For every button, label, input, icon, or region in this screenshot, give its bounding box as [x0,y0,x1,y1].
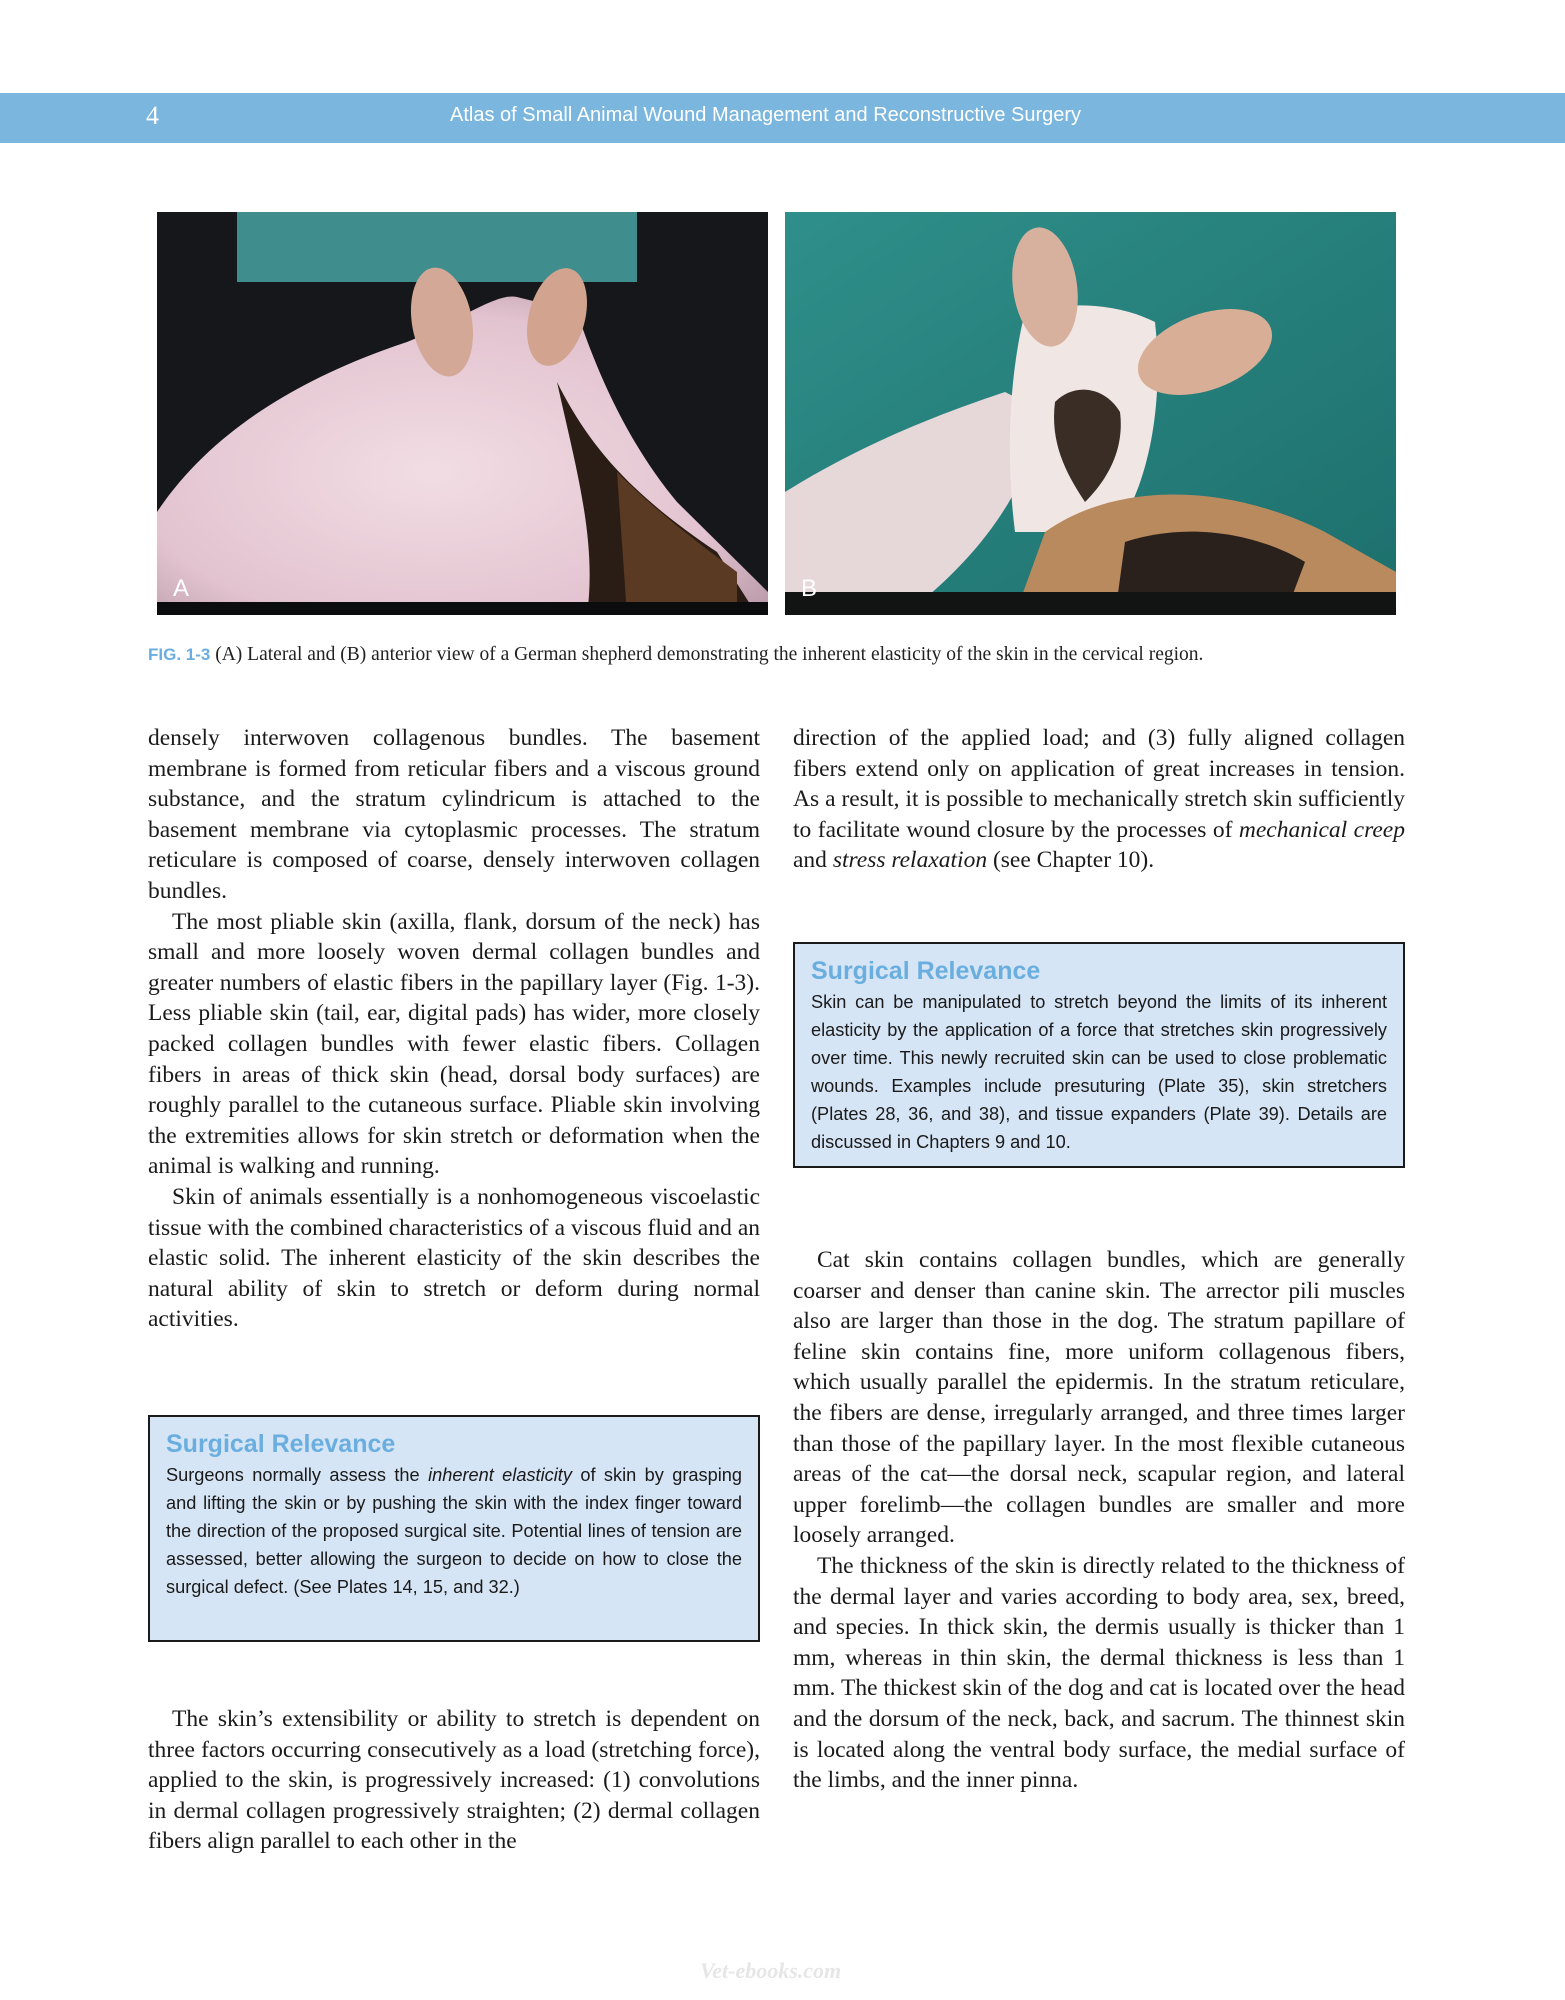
box-left-text-part1: Surgeons normally assess the [166,1465,429,1485]
figure-caption-text: (A) Lateral and (B) anterior view of a German shepherd demonstrating the inherent elasticity of the skin in the cervical region. [210,644,1204,665]
photo-a-label: A [173,575,190,602]
left-column-top [148,723,760,1335]
right-p1-part3: (see Chapter 10). [987,847,1155,874]
photo-b-label: B [801,575,818,602]
right-column-top [793,723,1405,876]
surgical-relevance-box-right [793,942,1405,1168]
figure-caption [148,642,1418,668]
right-p1-italic-2: stress relaxation [832,847,988,874]
surgical-relevance-title-right: Surgical Relevance [811,957,1041,985]
right-paragraph-1 [793,723,1405,876]
left-paragraph-3: Skin of animals essentially is a nonhomogeneous viscoelastic tissue with the combined characteristics of a viscous fluid and an elastic solid. The inherent elasticity of the skin describes the natural ability of skin to stretch or deform during normal activities. [148,1183,760,1333]
running-title: Atlas of Small Animal Wound Management and Reconstructive Surgery [450,104,1082,126]
left-paragraph-2: The most pliable skin (axilla, flank, dorsum of the neck) has small and more loosely woven dermal collagen bundles and greater numbers of elastic fibers in the papillary layer (Fig. 1-3). Less pliable skin (tail, ear, digital pads) has wider, more closely packed collagen bundles with fewer elastic fibers. Collagen fibers in areas of thick skin (head, dorsal body surfaces) are roughly parallel to the cutaneous surface. Pliable skin involving the extremities allows for skin stretch or deformation when the animal is walking and running. [148,908,760,1180]
right-p1-part1: direction of the applied load; and (3) fully aligned collagen fibers extend only on application of great increases in tension. As a result, it is possible to mechanically stretch skin sufficiently to facilitate wound closure by the processes of [793,725,1405,843]
watermark: Vet-ebooks.com [700,1958,842,1983]
right-column-bottom [793,1245,1405,1796]
photo-a-illustration [157,212,768,615]
figure-photo-b [785,212,1396,615]
figure-caption-label: FIG. 1-3 [148,645,211,664]
right-paragraph-2: Cat skin contains collagen bundles, which are generally coarser and denser than canine skin. The arrector pili muscles also are larger than those in the dog. The stratum papillare of feline skin contains fine, more uniform collagenous fibers, which usually parallel the epidermis. In the stratum reticulare, the fibers are dense, irregularly arranged, and three times larger than those of the papillary layer. In the most flexible cutaneous areas of the cat—the dorsal neck, scapular region, and lateral upper forelimb—the collagen bundles are smaller and more loosely arranged. [793,1247,1405,1549]
surgical-relevance-text-left [166,1461,742,1601]
right-paragraph-3: The thickness of the skin is directly related to the thickness of the dermal layer and varies according to body area, sex, breed, and species. In thick skin, the dermis usually is thicker than 1 mm, whereas in thin skin, the dermal thickness is less than 1 mm. The thickest skin of the dog and cat is located over the head and the dorsum of the neck, back, and sacrum. The thinnest skin is located along the ventral body surface, the medial surface of the limbs, and the inner pinna. [793,1552,1405,1794]
box-left-text-italic: inherent elasticity [428,1465,572,1485]
left-paragraph-4: The skin’s extensibility or ability to stretch is dependent on three factors occurring consecutively as a load (stretching force), applied to the skin, is progressively increased: (1) convolutions in dermal collagen progressively straighten; (2) dermal collagen fibers align parallel to each other in the [148,1706,760,1855]
photo-b-illustration [785,212,1396,615]
right-p1-italic-1: mechanical creep [1238,816,1405,843]
surgical-relevance-title-left: Surgical Relevance [166,1430,396,1458]
right-p1-part2: and [793,847,833,874]
surgical-relevance-box-left [148,1415,760,1642]
box-left-text-part2: of skin by grasping and lifting the skin or by pushing the skin with the index finger toward the direction of the proposed surgical site. Potential lines of tension are assessed, better allowing the surgeon to decide on how to close the surgical defect. (See Plates 14, 15, and 32.) [166,1465,743,1597]
figure-photo-a [157,212,768,615]
left-paragraph-1: densely interwoven collagenous bundles. The basement membrane is formed from reticular fibers and a viscous ground substance, and the stratum cylindricum is attached to the basement membrane via cytoplasmic processes. The stratum reticulare is composed of coarse, densely interwoven collagen bundles. [148,725,760,904]
surgical-relevance-text-right: Skin can be manipulated to stretch beyond the limits of its inherent elasticity by the application of a force that stretches skin progressively over time. This newly recruited skin can be used to close problematic wounds. Examples include presuturing (Plate 35), skin stretchers (Plates 28, 36, and 38), and tissue expanders (Plate 39). Details are discussed in Chapters 9 and 10. [811,992,1387,1152]
page-number: 4 [146,101,159,130]
left-column-bottom [148,1704,760,1857]
